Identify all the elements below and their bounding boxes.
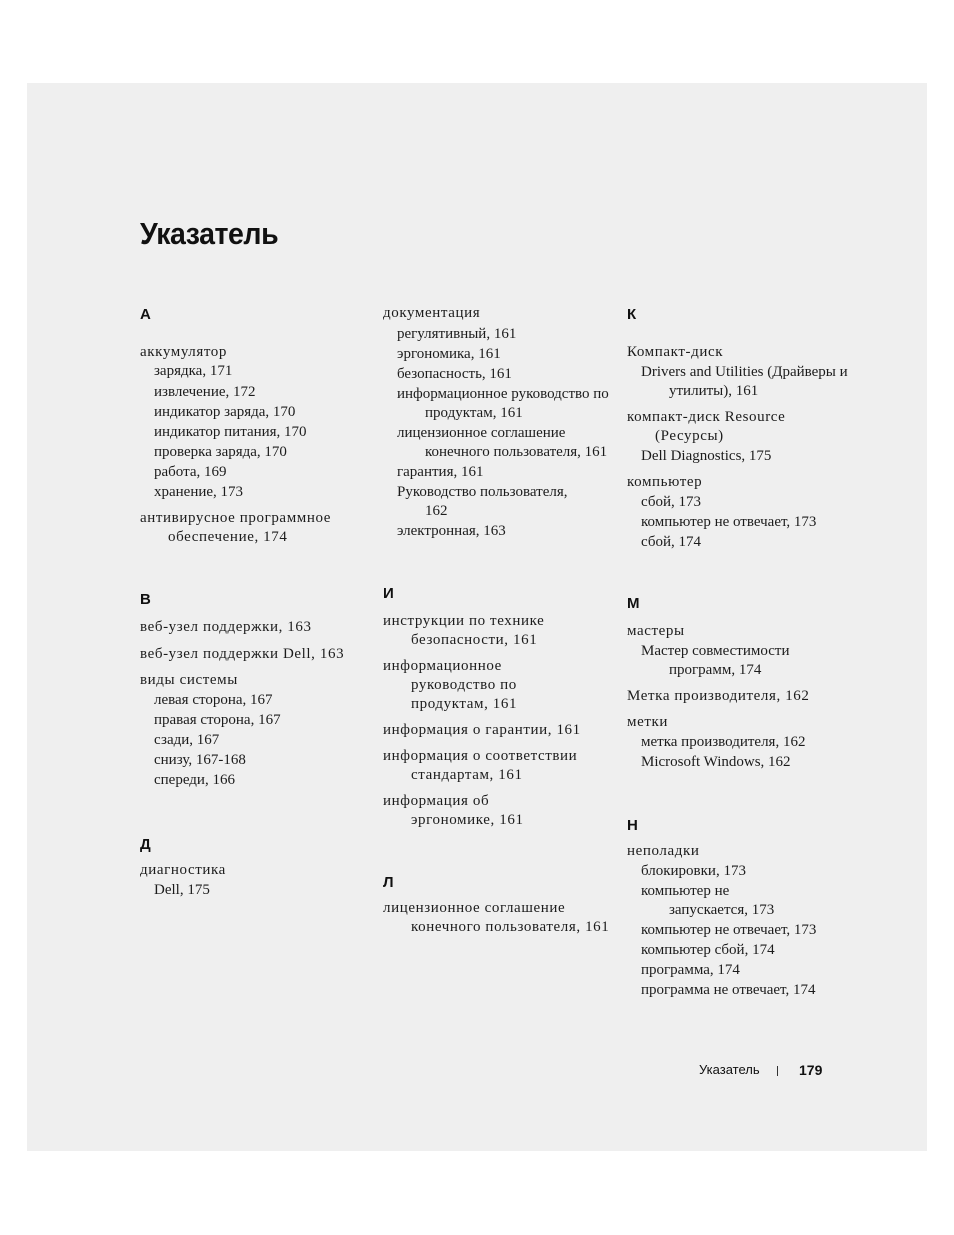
index-entry: компакт-диск Resource (Ресурсы): [627, 409, 786, 444]
index-entry: инструкции по технике безопасности, 161: [383, 613, 545, 648]
index-subentry: компьютер не отвечает, 173: [641, 922, 817, 938]
index-entry: документация: [383, 305, 481, 321]
footer-separator: [777, 1066, 778, 1076]
index-subentry: лицензионное соглашение конечного пользователя, 161: [397, 425, 608, 460]
index-subentry: блокировки, 173: [641, 863, 746, 879]
index-subentry: извлечение, 172: [154, 384, 256, 400]
index-entry: мастеры: [627, 623, 685, 639]
index-entry: веб-узел поддержки Dell, 163: [140, 646, 345, 662]
index-column-3: [627, 305, 852, 1000]
index-subentry: электронная, 163: [397, 523, 506, 539]
index-entry: диагностика: [140, 862, 226, 878]
index-subentry: компьютер не запускается, 173: [641, 883, 775, 918]
index-entry: информация о соответствии стандартам, 161: [383, 748, 578, 783]
index-subentry: информационное руководство по продуктам, 161: [397, 386, 609, 421]
index-entry: метки: [627, 714, 669, 730]
index-subentry: Microsoft Windows, 162: [641, 754, 791, 770]
index-column-1: [140, 305, 365, 900]
section-letter-i: И: [383, 585, 394, 602]
index-entry: антивирусное программное обеспечение, 174: [140, 510, 332, 545]
index-subentry: Руководство пользователя, 162: [397, 484, 568, 519]
index-entry: информационное руководство по продуктам, 161: [383, 658, 518, 712]
index-entry: Метка производителя, 162: [627, 688, 810, 704]
index-subentry: проверка заряда, 170: [154, 444, 287, 460]
section-letter-m: М: [627, 595, 640, 612]
index-subentry: правая сторона, 167: [154, 712, 281, 728]
index-subentry: индикатор заряда, 170: [154, 404, 296, 420]
index-subentry: хранение, 173: [154, 484, 244, 500]
index-subentry: Dell Diagnostics, 175: [641, 448, 772, 464]
section-letter-k: К: [627, 306, 637, 323]
index-subentry: метка производителя, 162: [641, 734, 806, 750]
index-subentry: индикатор питания, 170: [154, 424, 307, 440]
index-subentry: снизу, 167-168: [154, 752, 246, 768]
index-subentry: программа не отвечает, 174: [641, 982, 816, 998]
footer-section-label: Указатель: [699, 1062, 760, 1077]
index-entry: виды системы: [140, 672, 238, 688]
page-title: Указатель: [140, 216, 279, 251]
index-entry: информация об эргономике, 161: [383, 793, 524, 828]
index-entry: неполадки: [627, 843, 700, 859]
index-subentry: регулятивный, 161: [397, 326, 517, 342]
index-column-2: [383, 304, 608, 937]
index-subentry: компьютер не отвечает, 173: [641, 514, 817, 530]
index-subentry: работа, 169: [154, 464, 227, 480]
index-subentry: Мастер совместимости программ, 174: [641, 643, 790, 678]
index-subentry: левая сторона, 167: [154, 692, 273, 708]
index-subentry: программа, 174: [641, 962, 740, 978]
index-subentry: Dell, 175: [154, 882, 210, 898]
section-letter-l: Л: [383, 874, 394, 891]
index-subentry: Drivers and Utilities (Драйверы и утилиты), 161: [641, 364, 848, 399]
index-subentry: компьютер сбой, 174: [641, 942, 775, 958]
index-subentry: гарантия, 161: [397, 464, 484, 480]
index-subentry: эргономика, 161: [397, 346, 501, 362]
page-number: 179: [799, 1062, 823, 1078]
index-subentry: сзади, 167: [154, 732, 220, 748]
index-entry: информация о гарантии, 161: [383, 722, 581, 738]
index-entry: аккумулятор: [140, 344, 227, 360]
index-subentry: сбой, 174: [641, 534, 701, 550]
index-entry: компьютер: [627, 474, 703, 490]
index-subentry: зарядка, 171: [154, 363, 233, 379]
index-subentry: спереди, 166: [154, 772, 235, 788]
index-entry: веб-узел поддержки, 163: [140, 619, 312, 635]
index-entry: лицензионное соглашение конечного пользователя, 161: [383, 900, 610, 935]
index-entry: Компакт-диск: [627, 344, 724, 360]
section-letter-a: А: [140, 306, 151, 323]
section-letter-d: Д: [140, 836, 151, 853]
index-subentry: сбой, 173: [641, 494, 701, 510]
index-subentry: безопасность, 161: [397, 366, 512, 382]
section-letter-n: Н: [627, 817, 638, 834]
section-letter-b: В: [140, 591, 151, 608]
